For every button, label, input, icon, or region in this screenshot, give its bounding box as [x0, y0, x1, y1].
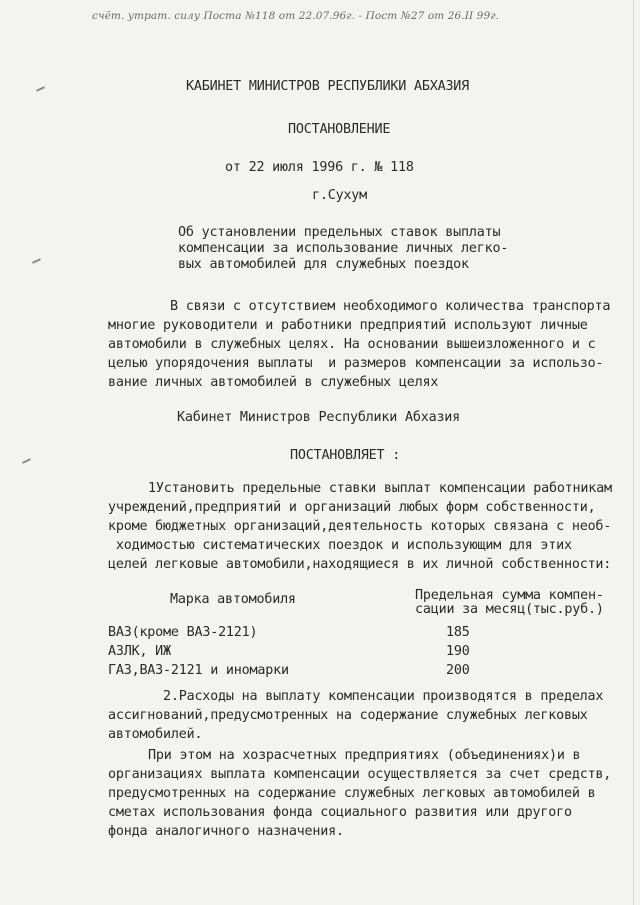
- preamble-line: В связи с отсутствием необходимого количества транспорта: [170, 299, 611, 314]
- doc-type-heading: ПОСТАНОВЛЕНИЕ: [288, 122, 391, 137]
- table-row-model: ГАЗ,ВАЗ-2121 и иномарки: [108, 663, 289, 678]
- paragraph3-line: сметах использования фонда социального развития или другого: [108, 805, 572, 820]
- subject-line: вых автомобилей для служебных поездок: [178, 257, 469, 272]
- paragraph3-line: фонда аналогичного назначения.: [108, 824, 344, 839]
- table-row-amount: 190: [446, 644, 470, 659]
- city: г.Сухум: [312, 188, 368, 203]
- subject-line: компенсации за использование личных легко-: [178, 241, 509, 256]
- paragraph3-line: предусмотренных на содержание служебных легковых автомобилей в: [108, 786, 596, 801]
- clause1-line: 1Установить предельные ставки выплат компенсации работникам: [148, 481, 612, 496]
- table-row-model: АЗЛК, ИЖ: [108, 644, 171, 659]
- table-row-amount: 185: [446, 625, 470, 640]
- margin-mark: [32, 258, 42, 264]
- clause1-line: кроме бюджетных организаций,деятельность которых связана с необ-: [108, 519, 612, 534]
- table-row-model: ВАЗ(кроме ВАЗ-2121): [108, 625, 258, 640]
- clause1-line: целей легковые автомобили,находящиеся в их личной собственности:: [108, 557, 612, 572]
- clause2-line: 2.Расходы на выплату компенсации производятся в пределах: [163, 689, 604, 704]
- handwritten-annotation: счёт. утрат. силу Поста №118 от 22.07.96г. - Пост №27 от 26.II 99г.: [92, 10, 500, 22]
- paragraph3-line: При этом на хозрасчетных предприятиях (объединениях)и в: [148, 748, 581, 763]
- table-header-amount: Предельная сумма компен-: [415, 588, 604, 603]
- preamble-line: автомобили в служебных целях. На основании вышеизложенного и с: [108, 337, 596, 352]
- margin-mark: [22, 458, 32, 464]
- date-number: от 22 июля 1996 г. № 118: [225, 160, 414, 175]
- organization-heading: КАБИНЕТ МИНИСТРОВ РЕСПУБЛИКИ АБХАЗИЯ: [186, 79, 470, 94]
- clause1-line: ходимостью систематических поездок и использующим для этих: [108, 538, 572, 553]
- subject-line: Об установлении предельных ставок выплаты: [178, 225, 501, 240]
- preamble-line: вание личных автомобилей в служебных целях: [108, 375, 439, 390]
- table-header-model: Марка автомобиля: [170, 592, 296, 607]
- paragraph3-line: организациях выплата компенсации осуществляется за счет средств,: [108, 767, 612, 782]
- clause2-line: ассигнований,предусмотренных на содержание служебных легковых: [108, 708, 588, 723]
- issuer: Кабинет Министров Республики Абхазия: [177, 410, 461, 425]
- page-edge-shadow: [633, 0, 634, 905]
- table-header-amount: сации за месяц(тыс.руб.): [415, 602, 604, 617]
- decides-heading: ПОСТАНОВЛЯЕТ :: [290, 448, 401, 463]
- margin-mark: [36, 86, 46, 92]
- table-row-amount: 200: [446, 663, 470, 678]
- clause1-line: учреждений,предприятий и организаций любых форм собственности,: [108, 500, 596, 515]
- preamble-line: многие руководители и работники предприятий используют личные: [108, 318, 588, 333]
- clause2-line: автомобилей.: [108, 727, 203, 742]
- preamble-line: целью упорядочения выплаты и размеров компенсации за использо-: [108, 356, 604, 371]
